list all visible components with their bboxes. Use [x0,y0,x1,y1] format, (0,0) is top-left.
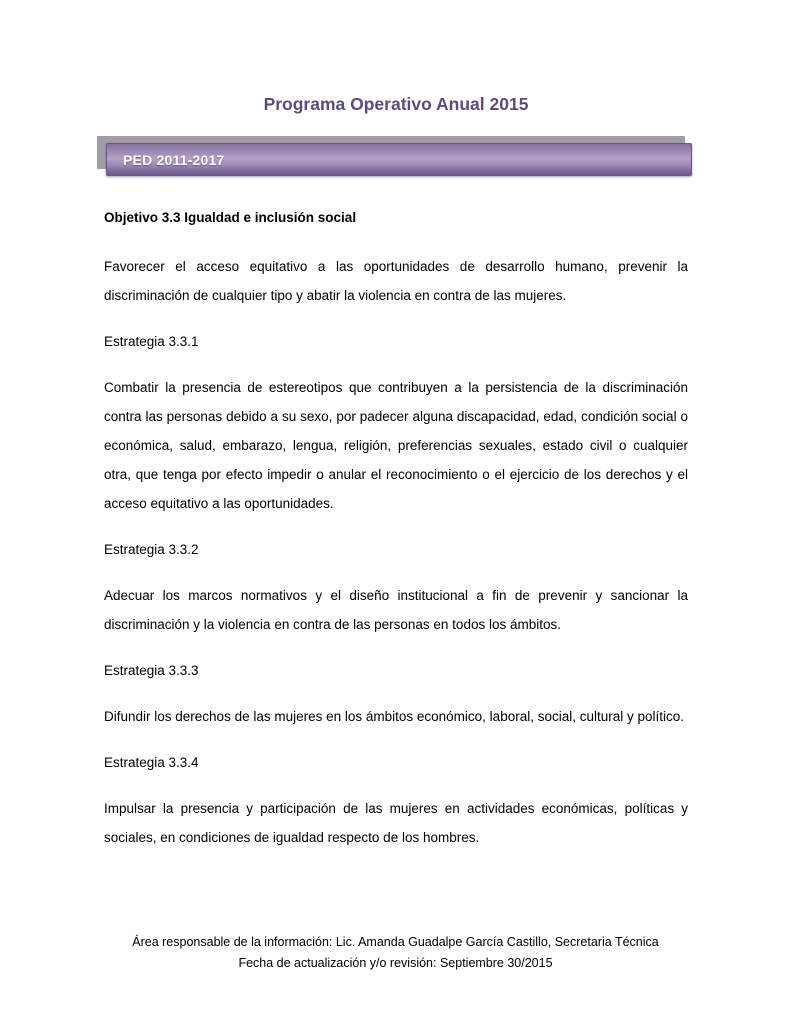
objective-text: Favorecer el acceso equitativo a las oportunidades de desarrollo humano, prevenir la discriminación de cualquier tipo y abatir la violencia en contra de las mujeres. [104,259,688,303]
page-title: Programa Operativo Anual 2015 [263,94,529,114]
footer-responsible-line: Área responsable de la información: Lic. Amanda Guadalpe García Castillo, Secretaria Técnica [132,935,659,949]
strategy-label-333: Estrategia 3.3.3 [104,663,199,678]
strategy-text-333: Difundir los derechos de las mujeres en los ámbitos económico, laboral, social, cultural y político. [104,709,685,724]
footer-revision-line: Fecha de actualización y/o revisión: Septiembre 30/2015 [238,956,553,970]
strategy-label-331: Estrategia 3.3.1 [104,334,199,349]
strategy-label-334: Estrategia 3.3.4 [104,755,199,770]
objective-heading: Objetivo 3.3 Igualdad e inclusión social [104,210,357,225]
strategy-label-332: Estrategia 3.3.2 [104,542,199,557]
strategy-text-334: Impulsar la presencia y participación de las mujeres en actividades económicas, políticas y sociales, en condiciones de igualdad respecto de los hombres. [104,801,688,845]
ped-banner [97,136,693,176]
strategy-text-332: Adecuar los marcos normativos y el diseño institucional a fin de prevenir y sancionar la discriminación y la violencia en contra de las personas en todos los ámbitos. [104,588,688,632]
strategy-text-331: Combatir la presencia de estereotipos que contribuyen a la persistencia de la discriminación contra las personas debido a su sexo, por padecer alguna discapacidad, edad, condición social o económica, salud, embarazo, lengua, religión, preferencias sexuales, estado civil o cualquier otra, que tenga por efecto impedir o anular el reconocimiento o el ejercicio de los derechos y el acceso equitativo a las oportunidades. [104,380,688,511]
banner-bar [106,143,692,176]
page-footer [0,932,791,974]
banner-label: PED 2011-2017 [123,151,225,168]
